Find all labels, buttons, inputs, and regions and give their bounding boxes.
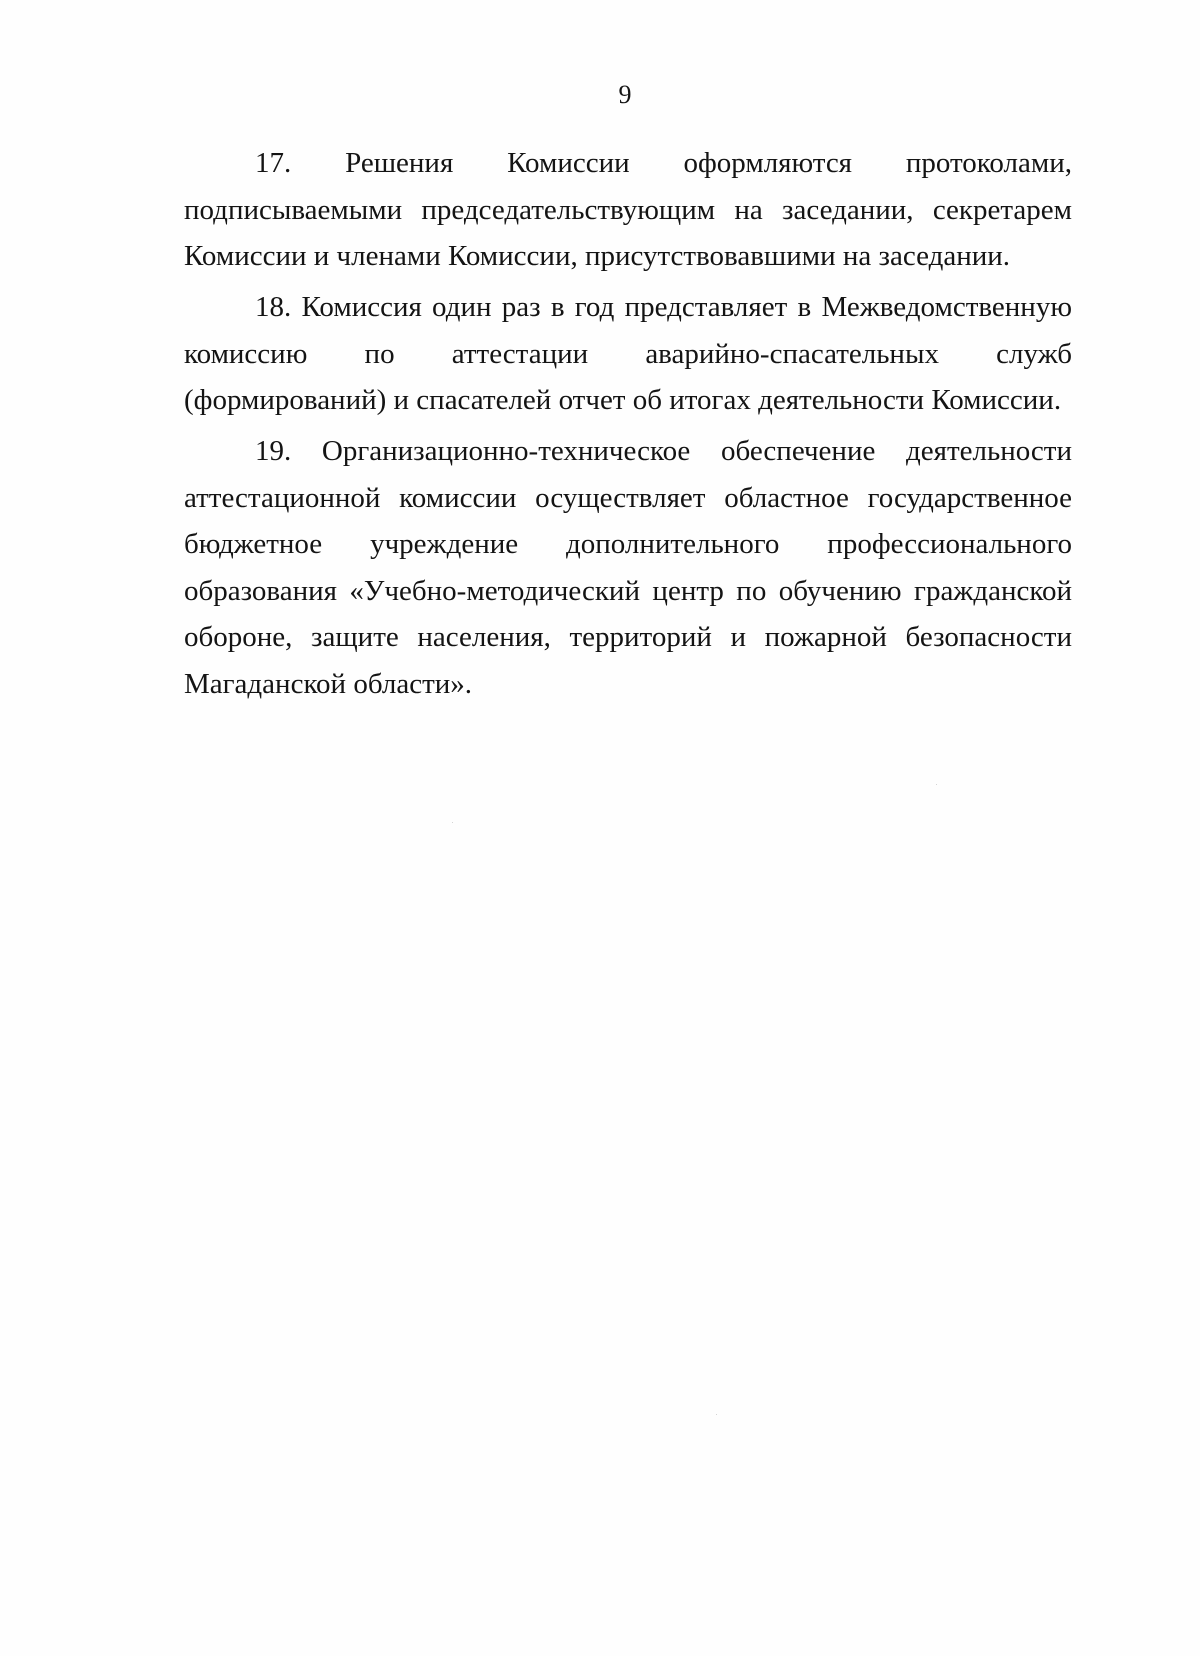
scan-speck — [716, 1414, 717, 1415]
paragraph-19: 19. Организационно-техническое обеспечение деятельности аттестационной комиссии осуществляет областное государственное бюджетное учреждение дополнительного профессионального образования «Учебно-методический центр по обучению гражданской обороне, защите населения, территорий и пожарной безопасности Магаданской области». — [184, 435, 1072, 700]
scan-speck — [452, 822, 453, 823]
scan-speck — [936, 784, 937, 785]
page-number: 9 — [618, 80, 632, 109]
paragraph-18: 18. Комиссия один раз в год представляет в Межведомственную комиссию по аттестации аварийно-спасательных служб (формирований) и спасателей отчет об итогах деятельности Комиссии. — [184, 291, 1072, 416]
paragraph-17: 17. Решения Комиссии оформляются протоколами, подписываемыми председательствующим на заседании, секретарем Комиссии и членами Комиссии, присутствовавшими на заседании. — [184, 147, 1072, 272]
